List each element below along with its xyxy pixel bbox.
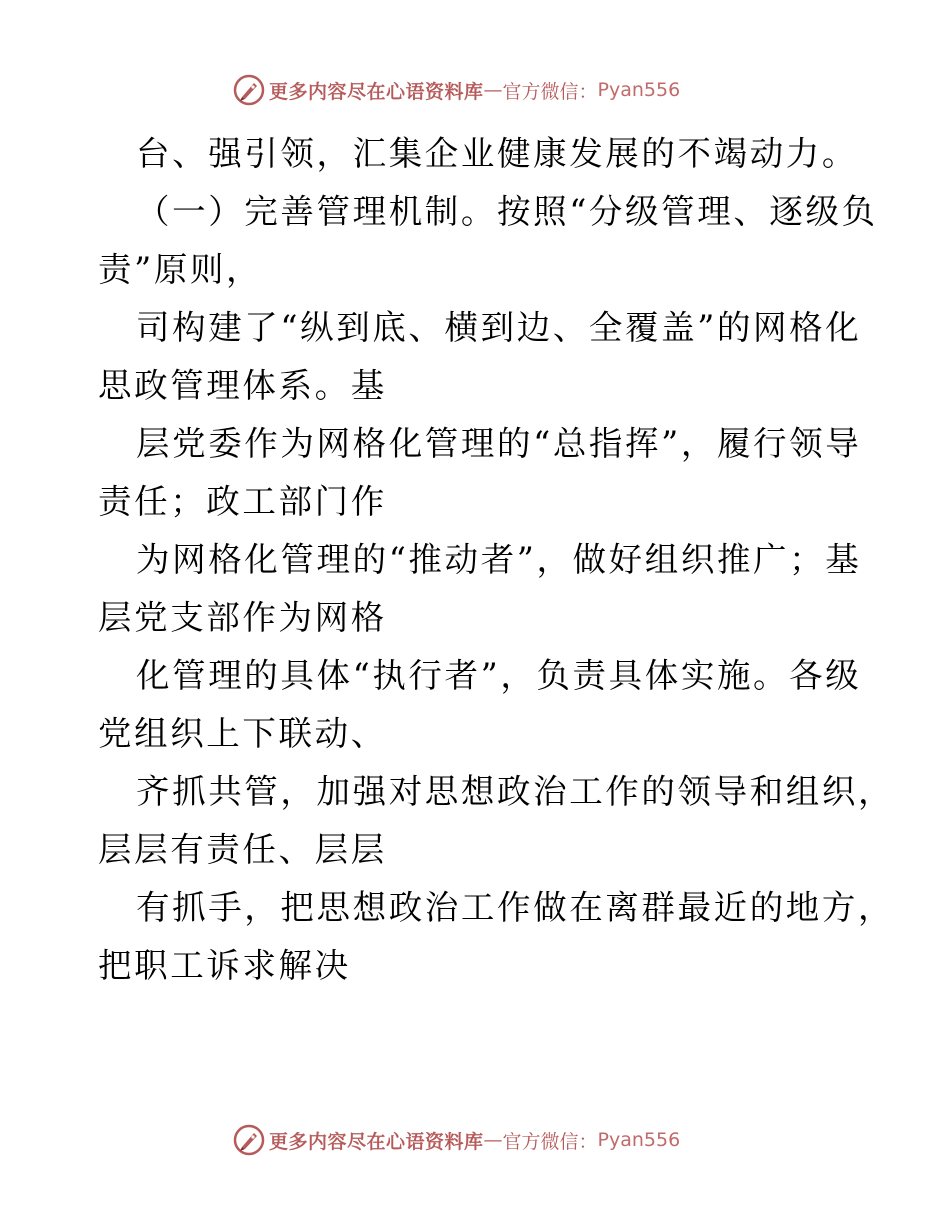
body-line: 层党支部作为网格 — [98, 598, 387, 637]
watermark-dash: — — [483, 79, 503, 101]
body-line: 层党委作为网格化管理的“总指挥”，履行领导 — [136, 424, 862, 463]
body-line: 有抓手，把思想政治工作做在离群最近的地方， — [136, 888, 895, 927]
body-line: 为网格化管理的“推动者”，做好组织推广；基 — [136, 540, 862, 579]
body-line: 层层有责任、层层 — [98, 830, 387, 869]
watermark-wechat-id: Pyan556 — [597, 79, 681, 101]
body-line: 把职工诉求解决 — [98, 946, 351, 985]
watermark-wechat-label: 官方微信： — [502, 80, 598, 103]
body-line: 思政管理体系。基 — [98, 366, 387, 405]
body-line: 党组织上下联动、 — [98, 714, 387, 753]
pen-logo-icon — [233, 74, 265, 106]
watermark-wechat-id: Pyan556 — [597, 1129, 681, 1151]
body-line: 司构建了“纵到底、横到边、全覆盖”的网格化 — [136, 308, 862, 347]
body-line: 责任；政工部门作 — [98, 482, 387, 521]
watermark-wechat-label: 官方微信： — [502, 1130, 598, 1153]
pen-logo-icon — [233, 1124, 265, 1156]
watermark-brand: 更多内容尽在心语资料库 — [269, 80, 484, 103]
footer-watermark — [233, 1123, 680, 1157]
body-line: 责”原则， — [98, 250, 263, 289]
body-line: 台、强引领，汇集企业健康发展的不竭动力。 — [136, 134, 858, 173]
body-line: （一）完善管理机制。按照“分级管理、逐级负 — [136, 192, 878, 231]
header-watermark — [233, 73, 680, 107]
document-body — [98, 125, 895, 995]
body-line: 齐抓共管，加强对思想政治工作的领导和组织， — [136, 772, 895, 811]
watermark-dash: — — [483, 1129, 503, 1151]
body-line: 化管理的具体“执行者”，负责具体实施。各级 — [136, 656, 862, 695]
watermark-brand: 更多内容尽在心语资料库 — [269, 1130, 484, 1153]
